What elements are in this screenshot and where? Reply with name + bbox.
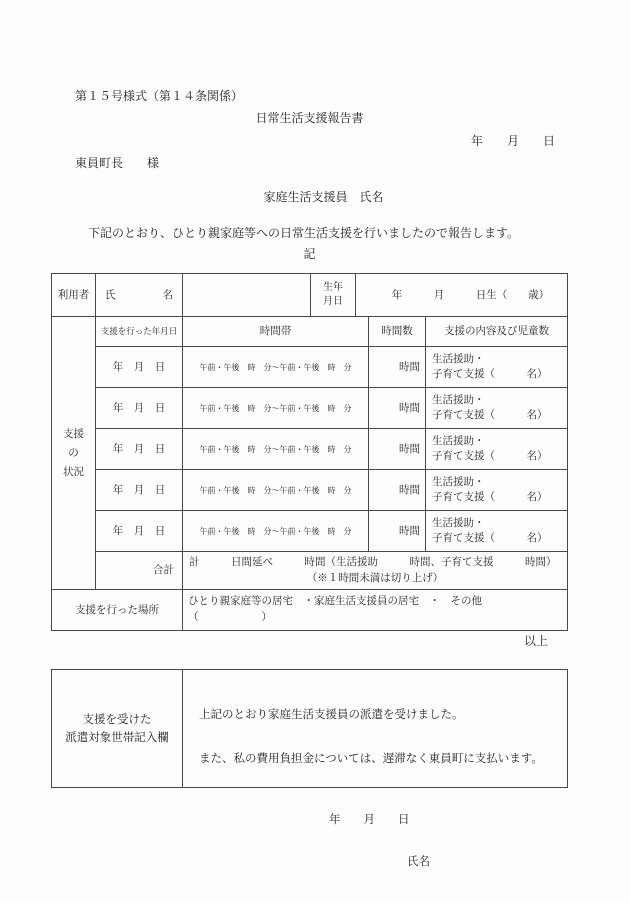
- total-value-cell: [183, 552, 567, 590]
- addressee-line: 東員町長 様: [75, 156, 160, 170]
- recipient-label-line1: 支援を受けた: [82, 713, 152, 726]
- document-title: 日常生活支援報告書: [255, 111, 364, 125]
- date-cell: 年 月 日: [96, 429, 183, 470]
- content-line2: 子育て支援（ 名）: [432, 451, 548, 462]
- recipient-entry-cell: [183, 670, 567, 868]
- date-cell: 年 月 日: [96, 511, 183, 552]
- time-range-cell: 午前・午後 時 分～午前・午後 時 分: [183, 388, 369, 429]
- recipient-date-line: 年 月 日: [329, 814, 410, 826]
- content-cell: [426, 347, 567, 388]
- content-line1: 生活援助・: [432, 518, 485, 529]
- hours-cell: 時間: [369, 347, 426, 388]
- total-line1: 計 日間延べ 時間（生活援助 時間、子育て支援 時間）: [189, 556, 557, 568]
- hours-cell: 時間: [369, 388, 426, 429]
- content-line2: 子育て支援（ 名）: [432, 410, 548, 421]
- total-label-cell: 合計: [96, 552, 183, 590]
- status-label-line3: 状況: [63, 466, 84, 478]
- content-cell: [426, 511, 567, 552]
- birth-value-cell: 年 月 日生（ 歳）: [356, 274, 567, 317]
- column-header-row: [96, 317, 567, 347]
- content-cell: [426, 388, 567, 429]
- col-header-content: 支援の内容及び児童数: [426, 317, 567, 347]
- col-header-hours: 時間数: [369, 317, 426, 347]
- content-line2: 子育て支援（ 名）: [432, 492, 548, 503]
- signer-name-label: 氏名: [407, 856, 430, 868]
- hours-cell: 時間: [369, 429, 426, 470]
- content-line1: 生活援助・: [432, 354, 485, 365]
- support-row: [96, 388, 567, 429]
- name-value-cell: [183, 274, 311, 317]
- total-row: [96, 552, 567, 590]
- time-range-cell: 午前・午後 時 分～午前・午後 時 分: [183, 511, 369, 552]
- user-label-cell: 利用者: [52, 274, 96, 317]
- report-date-line: 年 月 日: [470, 134, 555, 148]
- content-cell: [426, 470, 567, 511]
- place-line2: （ ）: [188, 612, 272, 623]
- record-mark: 記: [303, 247, 316, 261]
- content-line1: 生活援助・: [432, 395, 485, 406]
- col-header-date: 支援を行った年月日: [96, 317, 183, 347]
- support-row: [96, 470, 567, 511]
- content-cell: [426, 429, 567, 470]
- place-value-cell: [183, 590, 567, 630]
- support-row: [96, 347, 567, 388]
- recipient-label-line2: 派遣対象世帯記入欄: [65, 731, 169, 744]
- time-range-cell: 午前・午後 時 分～午前・午後 時 分: [183, 429, 369, 470]
- total-line2: （※１時間未満は切り上げ）: [306, 572, 444, 584]
- col-header-time-range: 時間帯: [183, 317, 369, 347]
- place-row: [52, 590, 567, 630]
- support-status-block: [52, 317, 567, 590]
- time-range-cell: 午前・午後 時 分～午前・午後 時 分: [183, 347, 369, 388]
- name-label-last: 名: [162, 289, 173, 301]
- recipient-label-cell: [52, 670, 183, 787]
- name-label-first: 氏: [105, 289, 116, 301]
- name-label-cell: [96, 274, 183, 317]
- content-line2: 子育て支援（ 名）: [432, 533, 548, 544]
- support-status-cell: [52, 317, 96, 590]
- recipient-box: [51, 669, 568, 868]
- user-row: [52, 274, 567, 317]
- status-label-line1: 支援: [63, 428, 84, 440]
- recipient-statement-line2: また、私の費用負担金については、遅滞なく東員町に支払います。: [199, 753, 543, 765]
- hours-cell: 時間: [369, 470, 426, 511]
- date-cell: 年 月 日: [96, 347, 183, 388]
- recipient-statement-line1: 上記のとおり家庭生活支援員の派遣を受けました。: [199, 709, 464, 721]
- place-label-cell: 支援を行った場所: [52, 590, 183, 630]
- time-range-cell: 午前・午後 時 分～午前・午後 時 分: [183, 470, 369, 511]
- content-line2: 子育て支援（ 名）: [432, 369, 548, 380]
- status-label-line2: の: [68, 447, 79, 459]
- intro-paragraph: 下記のとおり、ひとり親家庭等への日常生活支援を行いましたので報告します。: [88, 226, 520, 240]
- birth-label-line2: 月日: [323, 296, 343, 307]
- date-cell: 年 月 日: [96, 470, 183, 511]
- place-line1: ひとり親家庭等の居宅 ・家庭生活支援員の居宅 ・ その他: [188, 596, 482, 607]
- content-line1: 生活援助・: [432, 477, 485, 488]
- support-row: [96, 511, 567, 552]
- date-cell: 年 月 日: [96, 388, 183, 429]
- support-row: [96, 429, 567, 470]
- reporter-line: 家庭生活支援員 氏名: [263, 190, 384, 204]
- form-number: 第１５号様式（第１４条関係）: [75, 89, 244, 103]
- closing-mark: 以上: [523, 634, 548, 648]
- content-line1: 生活援助・: [432, 436, 485, 447]
- report-table: [51, 273, 568, 631]
- birth-label-line1: 生年: [323, 282, 343, 293]
- hours-cell: 時間: [369, 511, 426, 552]
- birth-label-cell: [311, 274, 356, 317]
